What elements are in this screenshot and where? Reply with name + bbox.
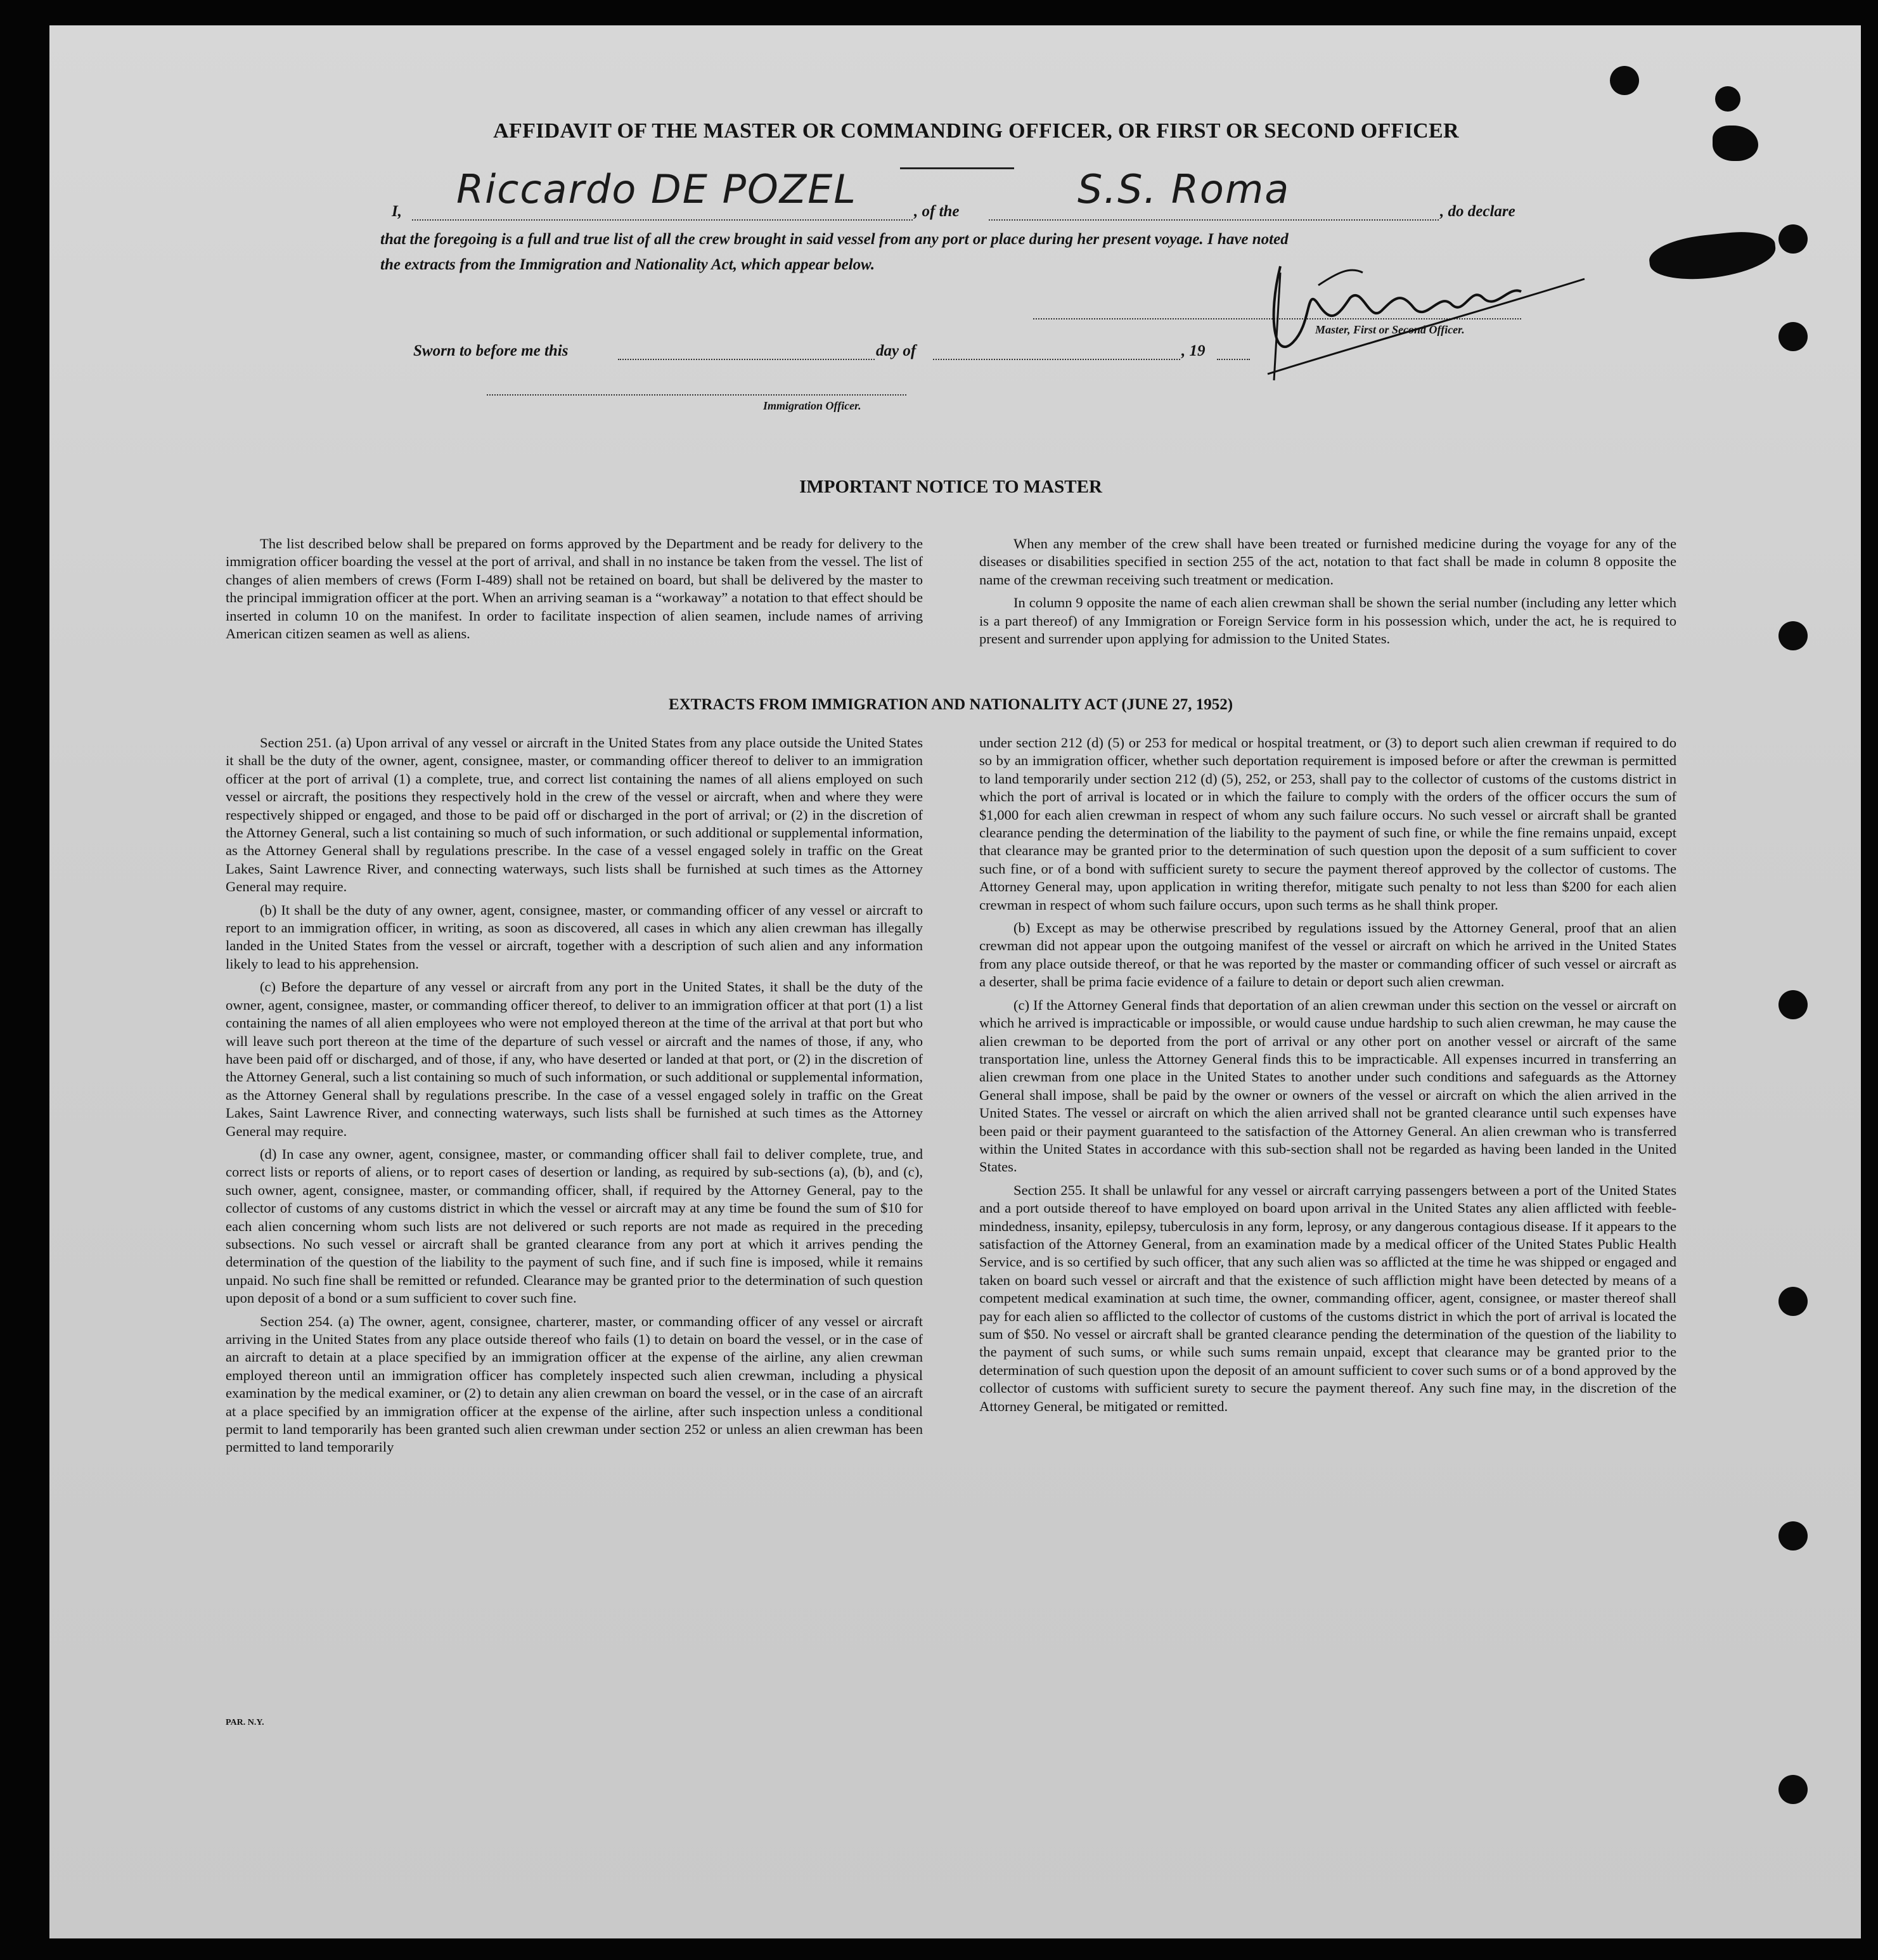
extracts-title: EXTRACTS FROM IMMIGRATION AND NATIONALITY ACT (JUNE 27, 1952) xyxy=(668,696,1233,713)
punch-hole xyxy=(1778,322,1808,351)
punch-hole xyxy=(1778,224,1808,254)
notice-right-paragraph-2: In column 9 opposite the name of each alien crewman shall be shown the serial number (including any letter which is a part thereof) of any Immigration or Foreign Service form in his possession which, under the act, he is required to present and surrender upon applying for admission to the United States. xyxy=(979,595,1676,647)
i-label: I, xyxy=(392,203,402,220)
vessel-name-line xyxy=(989,219,1439,221)
punch-hole xyxy=(1778,1287,1808,1316)
section-251-c: (c) Before the departure of any vessel or aircraft from any port in the United States, it shall be the duty of the owner, agent, consignee, master, or commanding officer thereof, to deliver to an immigration officer at that port (1) a list containing the names of all alien employees who were not employed thereon at the time of the arrival at that port but who will leave such port thereon at the time of the departure of such vessel or aircraft and the names of those, if any, who have been paid off or discharged, and of those, if any, who have deserted or landed at that port, or (2) in the discretion of the Attorney General, such a list containing so much of such information, or such additional or supplemental information, as the Attorney General shall by regulations prescribe. In the case of a vessel engaged solely in traffic on the Great Lakes, Saint Lawrence River, and connecting waterways, such lists shall be furnished at such times as the Attorney General may require. xyxy=(226,979,923,1139)
section-251-d: (d) In case any owner, agent, consignee, master, or commanding officer shall fail to deliver complete, true, and correct lists or reports of aliens, or to report cases of desertion or landing, as required by sub-sections (a), (b), and (c), such owner, agent, consignee, master, or commanding officer, shall, if required by the Attorney General, pay to the collector of customs of any customs district in which the vessel or aircraft may at any time be found the sum of $10 for each alien concerning whom such lists are not delivered or such reports are not made as required in the preceding subsections. No such vessel or aircraft shall be granted clearance from any port at which it arrives pending the determination of the question of the liability to the payment of such fine, and if such fine is imposed, while it remains unpaid. No such fine shall be remitted or refunded. Clearance may be granted prior to the determination of such question upon deposit of a bond or a sum sufficient to cover such fine. xyxy=(226,1145,923,1306)
punch-hole xyxy=(1778,990,1808,1019)
affidavit-declaration-line2: the extracts from the Immigration and Nationality Act, which appear below. xyxy=(380,256,875,273)
punch-hole xyxy=(1610,66,1639,95)
section-254-a-continued: under section 212 (d) (5) or 253 for medical or hospital treatment, or (3) to deport such alien crewman if required to do so by an immigration officer, whether such deportation requirement is imposed before or after the crewman is permitted to land temporarily under section 212 (d) (5), 252, or 253, shall pay to the collector of customs of the customs district in which the port of arrival is located or in which the failure to comply with the orders of the officer occurs the sum of $1,000 for each alien crewman in respect of whom any such failure occurs. No such vessel or aircraft shall be granted clearance pending the determination of the liability to the payment of such fine, or while the fine remains unpaid, except that clearance may be granted prior to the determination of such question upon the deposit of a sum sufficient to cover such fine, or of a bond with sufficient surety to secure the payment thereof approved by the collector of customs. The Attorney General may, upon application in writing therefor, mitigate such penalty to not less than $200 for each alien crewman in respect of whom such failure occurs, upon such terms as he shall think proper. xyxy=(979,735,1676,913)
day-of-label: day of xyxy=(876,342,916,359)
printer-mark: PAR. N.Y. xyxy=(226,1718,264,1727)
notice-title: IMPORTANT NOTICE TO MASTER xyxy=(799,477,1102,497)
punch-hole xyxy=(1778,1521,1808,1551)
declare-label: , do declare xyxy=(1440,203,1515,220)
affidavit-declaration-line1: that the foregoing is a full and true list of all the crew brought in said vessel from any port or place during her present voyage. I have noted xyxy=(380,231,1289,248)
officer-caption: Master, First or Second Officer. xyxy=(1315,323,1465,336)
section-254-b: (b) Except as may be otherwise prescribed by regulations issued by the Attorney General, proof that an alien crewman did not appear upon the outgoing manifest of the vessel or aircraft on which he arrived in the United States from any place outside thereof, or that he was reported by the master or commanding officer of such vessel or aircraft as a deserter, shall be prima facie evidence of a failure to detain or deport such alien crewman. xyxy=(979,920,1676,990)
sworn-day-line xyxy=(618,359,875,360)
section-255: Section 255. It shall be unlawful for any vessel or aircraft carrying passengers between a port of the United States and a port outside thereof to have employed on board upon arrival in the United States any alien afflicted with feeble-mindedness, insanity, epilepsy, tuberculosis in any form, leprosy, or any dangerous contagious disease. If it appears to the satisfaction of the Attorney General, from an examination made by a medical officer of the United States Public Health Service, and is so certified by such officer, that any such alien was so afflicted at the time he was shipped or engaged and taken on board such vessel or aircraft and that the existence of such affliction might have been detected by means of a competent medical examination at such time, the owner, commanding officer, agent, consignee, or master thereof shall pay for each alien so afflicted to the collector of customs of the customs district in which the port of arrival is located the sum of $50. No vessel or aircraft shall be granted clearance pending the determination of the question of the liability to the payment of such sums, or while such sums remain unpaid, except that clearance may be granted prior to the determination of such question upon the deposit of an amount sufficient to cover such sums or of a bond approved by the collector of customs with sufficient surety to secure the payment thereof. Any such fine may, in the discretion of the Attorney General, be mitigated or remitted. xyxy=(979,1182,1676,1414)
title-rule xyxy=(900,167,1014,169)
vessel-name-handwriting: S.S. Roma xyxy=(1077,166,1290,212)
sworn-year-line xyxy=(1217,359,1250,360)
section-251-b: (b) It shall be the duty of any owner, agent, consignee, master, or commanding officer of any vessel or aircraft to report to an immigration officer, in writing, as soon as discovered, all cases in which any alien crewman has illegally landed in the United States from the vessel or aircraft, together with a description of such alien and any information likely to lead to his apprehension. xyxy=(226,901,923,972)
immigration-officer-line xyxy=(487,394,906,396)
immigration-officer-caption: Immigration Officer. xyxy=(763,399,861,412)
of-the-label: , of the xyxy=(914,203,960,220)
year-label: , 19 xyxy=(1181,342,1206,359)
section-251-a: Section 251. (a) Upon arrival of any vessel or aircraft in the United States from any place outside the United States it shall be the duty of the owner, agent, consignee, master, or commanding officer thereof to deliver to an immigration officer at the port of arrival (1) a complete, true, and correct list containing the names of all aliens employed on such vessel or aircraft, the positions they respectively hold in the crew of the vessel or aircraft, when and where they were respectively shipped or engaged, and those to be paid off or discharged in the port of arrival; or (2) in the discretion of the Attorney General, such a list containing so much of such information, or such additional or supplemental information, as the Attorney General shall by regulations prescribe. In the case of a vessel engaged solely in traffic on the Great Lakes, Saint Lawrence River, and connecting waterways, such lists shall be furnished at such times as the Attorney General may require. xyxy=(226,735,923,895)
notice-right-paragraph-1: When any member of the crew shall have been treated or furnished medicine during the voyage for any of the diseases or disabilities specified in section 255 of the act, notation to that fact shall be made in column 8 opposite the name of the crewman receiving such treatment or medication. xyxy=(979,536,1676,588)
punch-hole xyxy=(1778,621,1808,650)
notice-right-column xyxy=(979,535,1676,653)
punch-hole xyxy=(1715,86,1740,112)
master-name-handwriting: Riccardo DE POZEL xyxy=(456,166,857,212)
extracts-left-column xyxy=(226,734,923,1462)
sworn-month-line xyxy=(933,359,1180,360)
sworn-label: Sworn to before me this xyxy=(413,342,569,359)
affidavit-title: AFFIDAVIT OF THE MASTER OR COMMANDING OFFICER, OR FIRST OR SECOND OFFICER xyxy=(493,119,1459,143)
notice-left-column xyxy=(226,535,923,648)
extracts-right-column xyxy=(979,734,1676,1421)
section-254-a: Section 254. (a) The owner, agent, consignee, charterer, master, or commanding officer of any vessel or aircraft arriving in the United States from any place outside thereof who fails (1) to detain on board the vessel, or in the case of an aircraft to detain at a place specified by an immigration officer at the expense of the airline, any alien crewman employed thereon until an immigration officer has completely inspected such alien crewman, including a physical examination by the medical examiner, or (2) to detain any alien crewman on board the vessel, or in the case of an aircraft at a place specified by an immigration officer at the expense of the airline, after such inspection unless a conditional permit to land temporarily has been granted such alien crewman under section 252 or unless an alien crewman has been permitted to land temporarily xyxy=(226,1313,923,1455)
punch-hole xyxy=(1778,1775,1808,1804)
master-name-line xyxy=(412,219,913,221)
section-254-c: (c) If the Attorney General finds that deportation of an alien crewman under this section on the vessel or aircraft on which he arrived is impracticable or impossible, or would cause undue hardship to such alien crewman, he may cause the alien crewman to be deported from the port of arrival or any other port on another vessel or aircraft of the same transportation line, unless the Attorney General finds this to be impracticable. All expenses incurred in transferring an alien crewman from one place in the United States to another under such conditions and safeguards as the Attorney General shall impose, shall be paid by the owner or owners of the vessel or aircraft on which the alien arrived in the United States. The vessel or aircraft on which the alien arrived shall not be granted clearance until such expenses have been paid or their payment guaranteed to the satisfaction of the Attorney General. An alien crewman who is transferred within the United States in accordance with this sub-section shall not be regarded as having been landed in the United States. xyxy=(979,996,1676,1175)
notice-left-paragraph: The list described below shall be prepared on forms approved by the Department and be ready for delivery to the immigration officer boarding the vessel at the port of arrival, and shall in no instance be taken from the vessel. The list of changes of alien members of crews (Form I-489) shall not be retained on board, but shall be delivered by the master to the principal immigration officer at the port. When an arriving seaman is a “workaway” a notation to that effect should be inserted in column 10 on the manifest. In order to facilitate inspection of alien seamen, include names of arriving American citizen seamen as well as aliens. xyxy=(226,536,923,642)
